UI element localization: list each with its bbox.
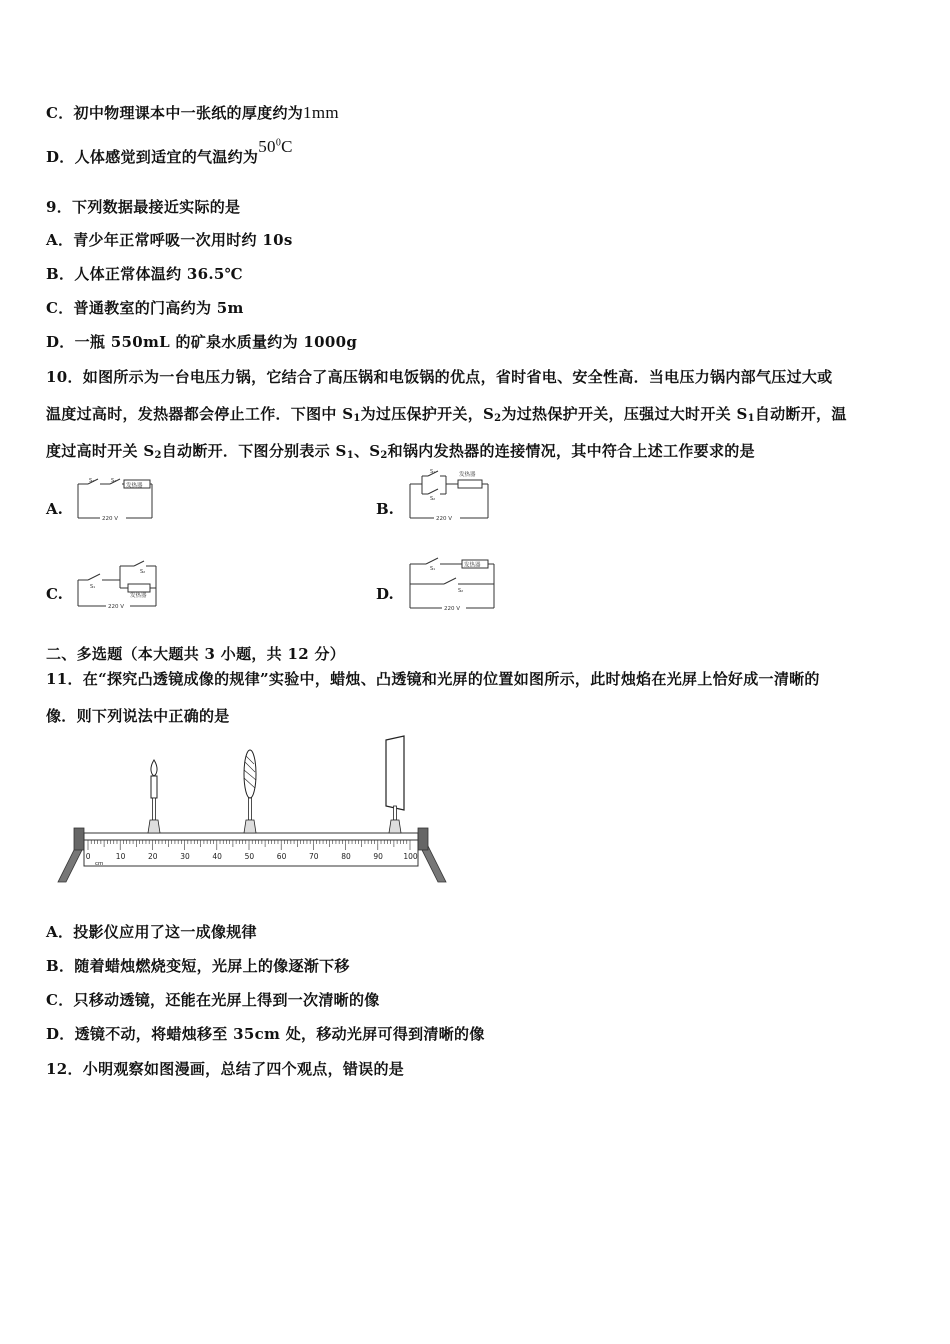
q9-option-d: D．一瓶 550mL 的矿泉水质量约为 1000g — [46, 333, 358, 351]
circuit-c-s1: S₁ — [90, 584, 96, 590]
bench-right-leg — [420, 846, 446, 882]
q9-option-a: A．青少年正常呼吸一次用时约 10s — [46, 231, 293, 249]
bench-tick-label: 60 — [276, 852, 287, 861]
q10-stem-line1: 10．如图所示为一台电压力锅，它结合了高压锅和电饭锅的优点，省时省电、安全性高．当电压力锅内部气压过大或 — [46, 368, 833, 386]
q9-stem: 9．下列数据最接近实际的是 — [46, 198, 241, 216]
circuit-c-s2: S₂ — [140, 569, 146, 575]
circuit-a-heater: 发热器 — [126, 483, 143, 489]
q8-option-c-value: 1mm — [303, 103, 339, 122]
circuit-b-s2: S₂ — [430, 496, 436, 502]
q8-option-d: D．人体感觉到适宜的气温约为$50^0C$ — [46, 137, 293, 166]
bench-tick-label: 20 — [148, 852, 158, 861]
circuit-c-diagram — [72, 558, 162, 612]
section-2-title: 二、多选题（本大题共 3 小题，共 12 分） — [46, 645, 346, 663]
convex-lens — [244, 750, 256, 833]
q11-option-a: A．投影仪应用了这一成像规律 — [46, 923, 257, 941]
bench-unit: cm — [95, 861, 104, 867]
q10-label-d: D. — [376, 585, 394, 603]
circuit-d-s1: S₁ — [430, 566, 436, 572]
bench-tick-label: 80 — [341, 852, 351, 861]
candle — [148, 760, 160, 833]
q11-stem-line2: 像．则下列说法中正确的是 — [46, 707, 230, 725]
circuit-d-heater: 发热器 — [464, 562, 481, 569]
q10-stem-line2: 温度过高时，发热器都会停止工作．下图中 $S_1$为过压保护开关，$S_2$为过热保护开关，压强过大时开关 $S_1$自动断开，温 — [46, 405, 847, 424]
q8-option-c: C．初中物理课本中一张纸的厚度约为1mm — [46, 103, 339, 122]
q9-option-c: C．普通教室的门高约为 5m — [46, 299, 244, 317]
bench-tick-label: 40 — [212, 852, 222, 861]
bench-tick-label: 100 — [403, 852, 418, 861]
bench-rail — [84, 833, 418, 840]
q10-stem-line3: 度过高时开关 $S_2$自动断开．下图分别表示 $S_1$、$S_2$和锅内发热器的连接情况，其中符合上述工作要求的是 — [46, 442, 755, 461]
bench-tick-label: 0 — [85, 852, 91, 861]
circuit-a-diagram — [72, 472, 158, 526]
q11-stem-line1: 11．在“探究凸透镜成像的规律”实验中，蜡烛、凸透镜和光屏的位置如图所示，此时烛焰在光屏上恰好成一清晰的 — [46, 670, 820, 688]
circuit-b-voltage: 220 V — [436, 516, 453, 522]
q10-label-b: B. — [376, 500, 394, 518]
bench-tick-label: 30 — [180, 852, 190, 861]
bench-tick-label: 90 — [373, 852, 383, 861]
q10-label-c: C. — [46, 585, 63, 603]
circuit-a-s2: S₂ — [111, 478, 117, 484]
circuit-b-diagram — [404, 466, 492, 524]
bench-left-leg — [58, 846, 84, 882]
bench-tick-label: 10 — [115, 852, 126, 861]
circuit-b-s1: S₁ — [430, 469, 436, 475]
circuit-d-voltage: 220 V — [444, 606, 461, 612]
q11-option-c: C．只移动透镜，还能在光屏上得到一次清晰的像 — [46, 991, 380, 1009]
q8-option-d-value: $50^0C$ — [258, 137, 293, 156]
circuit-b-heater: 发热器 — [459, 472, 476, 478]
q10-label-a: A. — [46, 500, 63, 518]
q11-option-d: D．透镜不动，将蜡烛移至 35cm 处，移动光屏可得到清晰的像 — [46, 1025, 485, 1043]
circuit-a-s1: S₁ — [89, 478, 95, 484]
bench-tick-label: 70 — [309, 852, 319, 861]
optical-bench-diagram — [54, 732, 454, 886]
circuit-c-heater: 发热器 — [130, 593, 147, 599]
circuit-d-diagram — [404, 554, 500, 614]
q9-option-b: B．人体正常体温约 36.5℃ — [46, 265, 243, 283]
circuit-a-voltage: 220 V — [102, 516, 119, 522]
circuit-d-s2: S₂ — [458, 588, 464, 594]
circuit-c-voltage: 220 V — [108, 604, 125, 610]
bench-tick-label: 50 — [244, 852, 255, 861]
q12-stem: 12．小明观察如图漫画，总结了四个观点，错误的是 — [46, 1060, 405, 1078]
light-screen — [386, 736, 404, 833]
q11-option-b: B．随着蜡烛燃烧变短，光屏上的像逐渐下移 — [46, 957, 350, 975]
